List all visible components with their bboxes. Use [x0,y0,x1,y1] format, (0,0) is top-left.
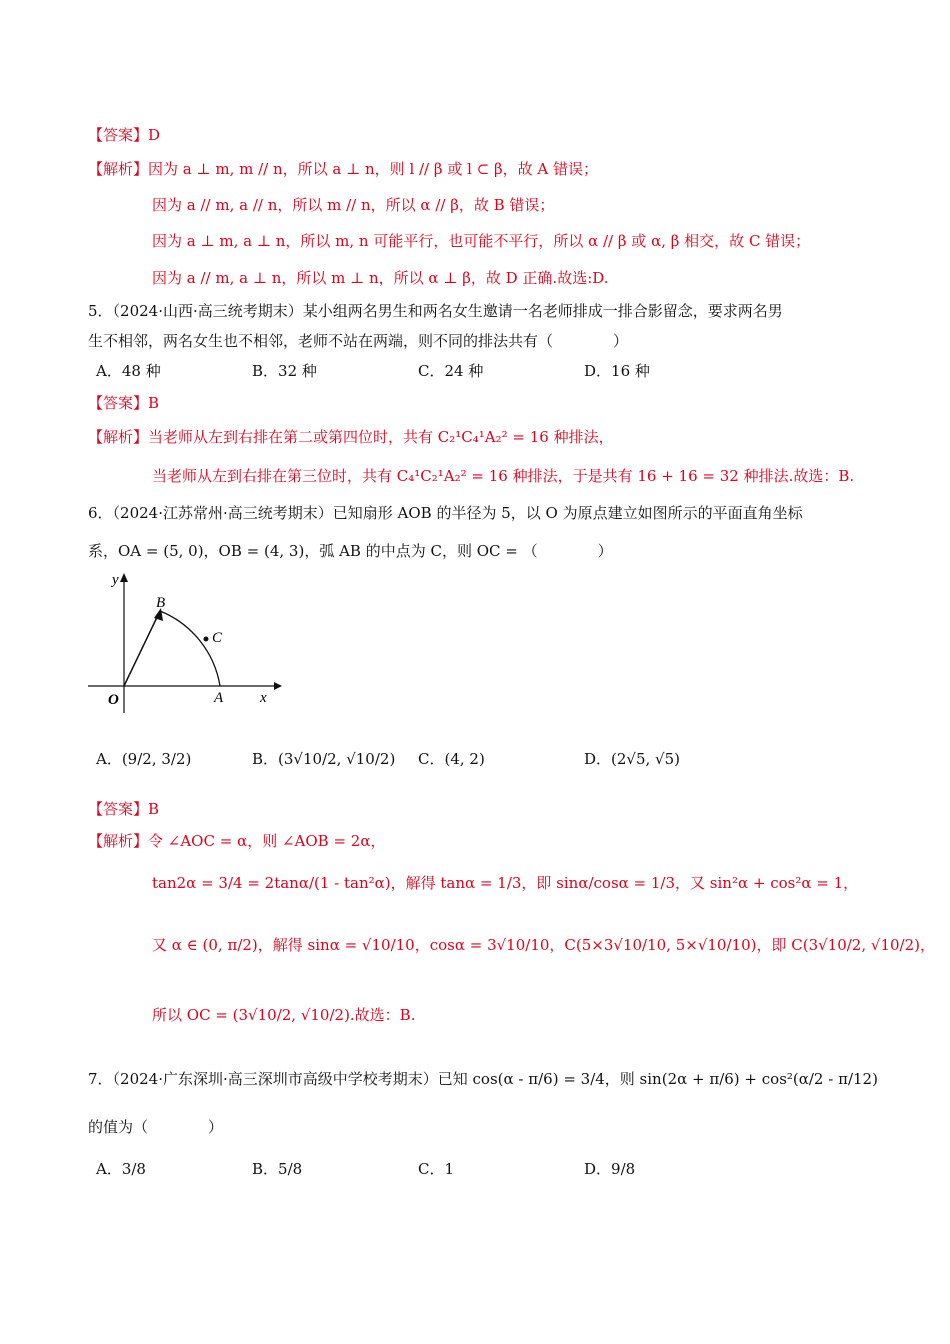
vector-ob [124,611,160,686]
q4-analysis-line-3: 因为 a ⊥ m, a ⊥ n，所以 m, n 可能平行，也可能不平行，所以 α // β 或 α, β 相交，故 C 错误； [152,232,811,250]
q4-analysis-line-2: 因为 a // m, a // n，所以 m // n，所以 α // β，故 B 错误； [152,196,555,214]
q6-analysis-label: 【解析】 [88,832,149,850]
c-label: C [212,630,223,646]
q6-option-c[interactable]: C．(4, 2) [418,750,485,768]
x-axis-arrow [274,682,282,690]
q4-analysis-label: 【解析】 [88,160,149,178]
q4-answer: 【答案】D [88,126,161,144]
q7-stem-line-1: 7．（2024·广东深圳·高三深圳市高级中学校考期末）已知 cos(α - π/6) = 3/4，则 sin(2α + π/6) + cos²(α/2 - π/12) [88,1070,878,1088]
q6-analysis-line-1: 【解析】令 ∠AOC = α，则 ∠AOB = 2α， [88,832,386,850]
q7-option-c[interactable]: C．1 [418,1160,455,1178]
b-label: B [156,595,166,611]
q6-option-d[interactable]: D．(2√5, √5) [584,750,681,768]
q6-stem-line-2: 系，OA = (5, 0)，OB = (4, 3)，弧 AB 的中点为 C，则 OC = （ ） [88,542,613,560]
x-label: x [260,690,267,706]
q6-analysis-line-4: 所以 OC = (3√10/2, √10/2).故选：B. [152,1006,416,1024]
q5-stem-line-1: 5．（2024·山西·高三统考期末）某小组两名男生和两名女生邀请一名老师排成一排合影留念，要求两名男 [88,302,783,320]
q4-analysis-line-4: 因为 a // m, a ⊥ n，所以 m ⊥ n，所以 α ⊥ β，故 D 正确.故选:D. [152,269,609,287]
a-label: A [214,690,224,706]
origin-label: O [108,692,119,708]
q6-answer: 【答案】B [88,800,160,818]
arc-ab [160,611,220,686]
q7-stem-line-2: 的值为（ ） [88,1118,224,1136]
q6-option-a[interactable]: A．(9/2, 3/2) [96,750,192,768]
q7-option-b[interactable]: B．5/8 [252,1160,303,1178]
q5-stem-line-2: 生不相邻，两名女生也不相邻，老师不站在两端，则不同的排法共有（ ） [88,332,629,350]
q6-figure-sector [84,568,284,718]
q5-option-b[interactable]: B．32 种 [252,362,317,380]
point-c [204,637,209,642]
y-axis-arrow [120,573,128,582]
y-label: y [112,572,119,588]
q5-option-d[interactable]: D．16 种 [584,362,650,380]
q5-analysis-label: 【解析】 [88,428,149,446]
q5-option-a[interactable]: A．48 种 [96,362,161,380]
q6-stem-line-1: 6．（2024·江苏常州·高三统考期末）已知扇形 AOB 的半径为 5，以 O 为原点建立如图所示的平面直角坐标 [88,504,803,522]
q4-analysis-line-1: 【解析】因为 a ⊥ m, m // n，所以 a ⊥ n，则 l // β 或 l ⊂ β，故 A 错误； [88,160,599,178]
q6-option-b[interactable]: B．(3√10/2, √10/2) [252,750,396,768]
q5-analysis-line-1: 【解析】当老师从左到右排在第二或第四位时，共有 C₂¹C₄¹A₂² = 16 种排法， [88,428,614,446]
q5-analysis-line-2: 当老师从左到右排在第三位时，共有 C₄¹C₂¹A₂² = 16 种排法，于是共有 16 + 16 = 32 种排法.故选：B. [152,467,855,485]
q5-answer: 【答案】B [88,394,160,412]
q6-analysis-line-3: 又 α ∈ (0, π/2)，解得 sinα = √10/10，cosα = 3√10/10，C(5×3√10/10, 5×√10/10)，即 C(3√10/2, √10/2)， [152,936,935,954]
q7-option-a[interactable]: A．3/8 [96,1160,146,1178]
q7-option-d[interactable]: D．9/8 [584,1160,636,1178]
q6-analysis-line-2: tan2α = 3/4 = 2tanα/(1 - tan²α)，解得 tanα = 1/3，即 sinα/cosα = 1/3，又 sin²α + cos²α = 1， [152,874,859,892]
q5-option-c[interactable]: C．24 种 [418,362,484,380]
